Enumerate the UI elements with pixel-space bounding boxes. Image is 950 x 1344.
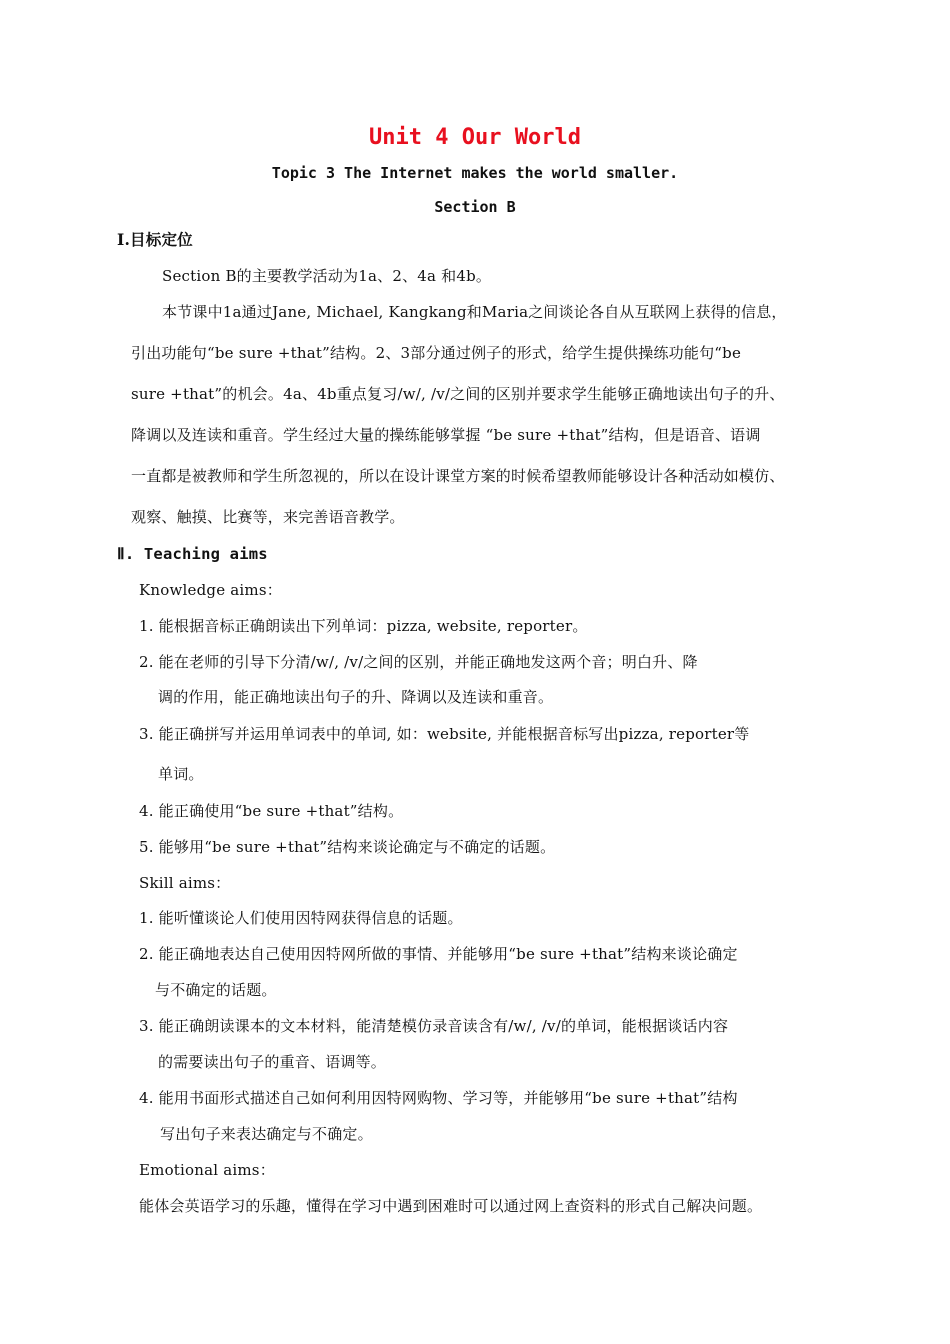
skill-aim-item-cont: 的需要读出句子的重音、语调等。 <box>158 1053 387 1071</box>
knowledge-aim-item-cont: 调的作用，能正确地读出句子的升、降调以及连读和重音。 <box>158 688 554 706</box>
paragraph-line: 引出功能句“be sure +that”结构。2、3部分通过例子的形式，给学生提供操练功能句“be <box>131 344 742 362</box>
section-title: Section B <box>434 198 516 216</box>
knowledge-aim-item: 5. 能够用“be sure +that”结构来谈论确定与不确定的话题。 <box>139 838 556 856</box>
knowledge-aim-item: 2. 能在老师的引导下分清/w/, /v/之间的区别，并能正确地发这两个音；明白升、降 <box>139 653 698 671</box>
knowledge-aim-item: 3. 能正确拼写并运用单词表中的单词, 如：website, 并能根据音标写出pizza, reporter等 <box>139 725 750 743</box>
topic-title: Topic 3 The Internet makes the world smaller. <box>271 164 679 182</box>
skill-aim-item-cont: 写出句子来表达确定与不确定。 <box>160 1125 373 1143</box>
unit-title: Unit 4 Our World <box>369 125 581 150</box>
emotional-aims-label: Emotional aims： <box>139 1161 275 1179</box>
paragraph-line: 一直都是被教师和学生所忽视的，所以在设计课堂方案的时候希望教师能够设计各种活动如模仿、 <box>131 467 785 485</box>
knowledge-aim-item-cont: 单词。 <box>158 765 204 783</box>
paragraph-line: 本节课中1a通过Jane, Michael, Kangkang和Maria之间谈论各自从互联网上获得的信息， <box>162 303 787 321</box>
skill-aim-item: 1. 能听懂谈论人们使用因特网获得信息的话题。 <box>139 909 463 927</box>
heading-teaching-aims: Ⅱ. Teaching aims <box>117 545 268 563</box>
skill-aim-item: 2. 能正确地表达自己使用因特网所做的事情、并能够用“be sure +that”结构来谈论确定 <box>139 945 738 963</box>
skill-aim-item-cont: 与不确定的话题。 <box>155 981 277 999</box>
heading-goal-positioning: Ⅰ.目标定位 <box>117 230 193 249</box>
knowledge-aim-item: 4. 能正确使用“be sure +that”结构。 <box>139 802 404 820</box>
knowledge-aim-item: 1. 能根据音标正确朗读出下列单词：pizza, website, reporter。 <box>139 617 588 635</box>
skill-aims-label: Skill aims： <box>139 874 231 892</box>
emotional-aim-text: 能体会英语学习的乐趣，懂得在学习中遇到困难时可以通过网上查资料的形式自己解决问题。 <box>139 1197 763 1215</box>
intro-line: Section B的主要教学活动为1a、2、4a 和4b。 <box>162 267 492 285</box>
knowledge-aims-label: Knowledge aims： <box>139 581 282 599</box>
paragraph-line: 降调以及连读和重音。学生经过大量的操练能够掌握 “be sure +that”结构，但是语音、语调 <box>131 426 761 444</box>
skill-aim-item: 3. 能正确朗读课本的文本材料，能清楚模仿录音读含有/w/, /v/的单词，能根据谈话内容 <box>139 1017 729 1035</box>
skill-aim-item: 4. 能用书面形式描述自己如何利用因特网购物、学习等，并能够用“be sure +that”结构 <box>139 1089 738 1107</box>
paragraph-line: 观察、触摸、比赛等，来完善语音教学。 <box>131 508 405 526</box>
paragraph-line: sure +that”的机会。4a、4b重点复习/w/, /v/之间的区别并要求学生能够正确地读出句子的升、 <box>131 385 785 403</box>
